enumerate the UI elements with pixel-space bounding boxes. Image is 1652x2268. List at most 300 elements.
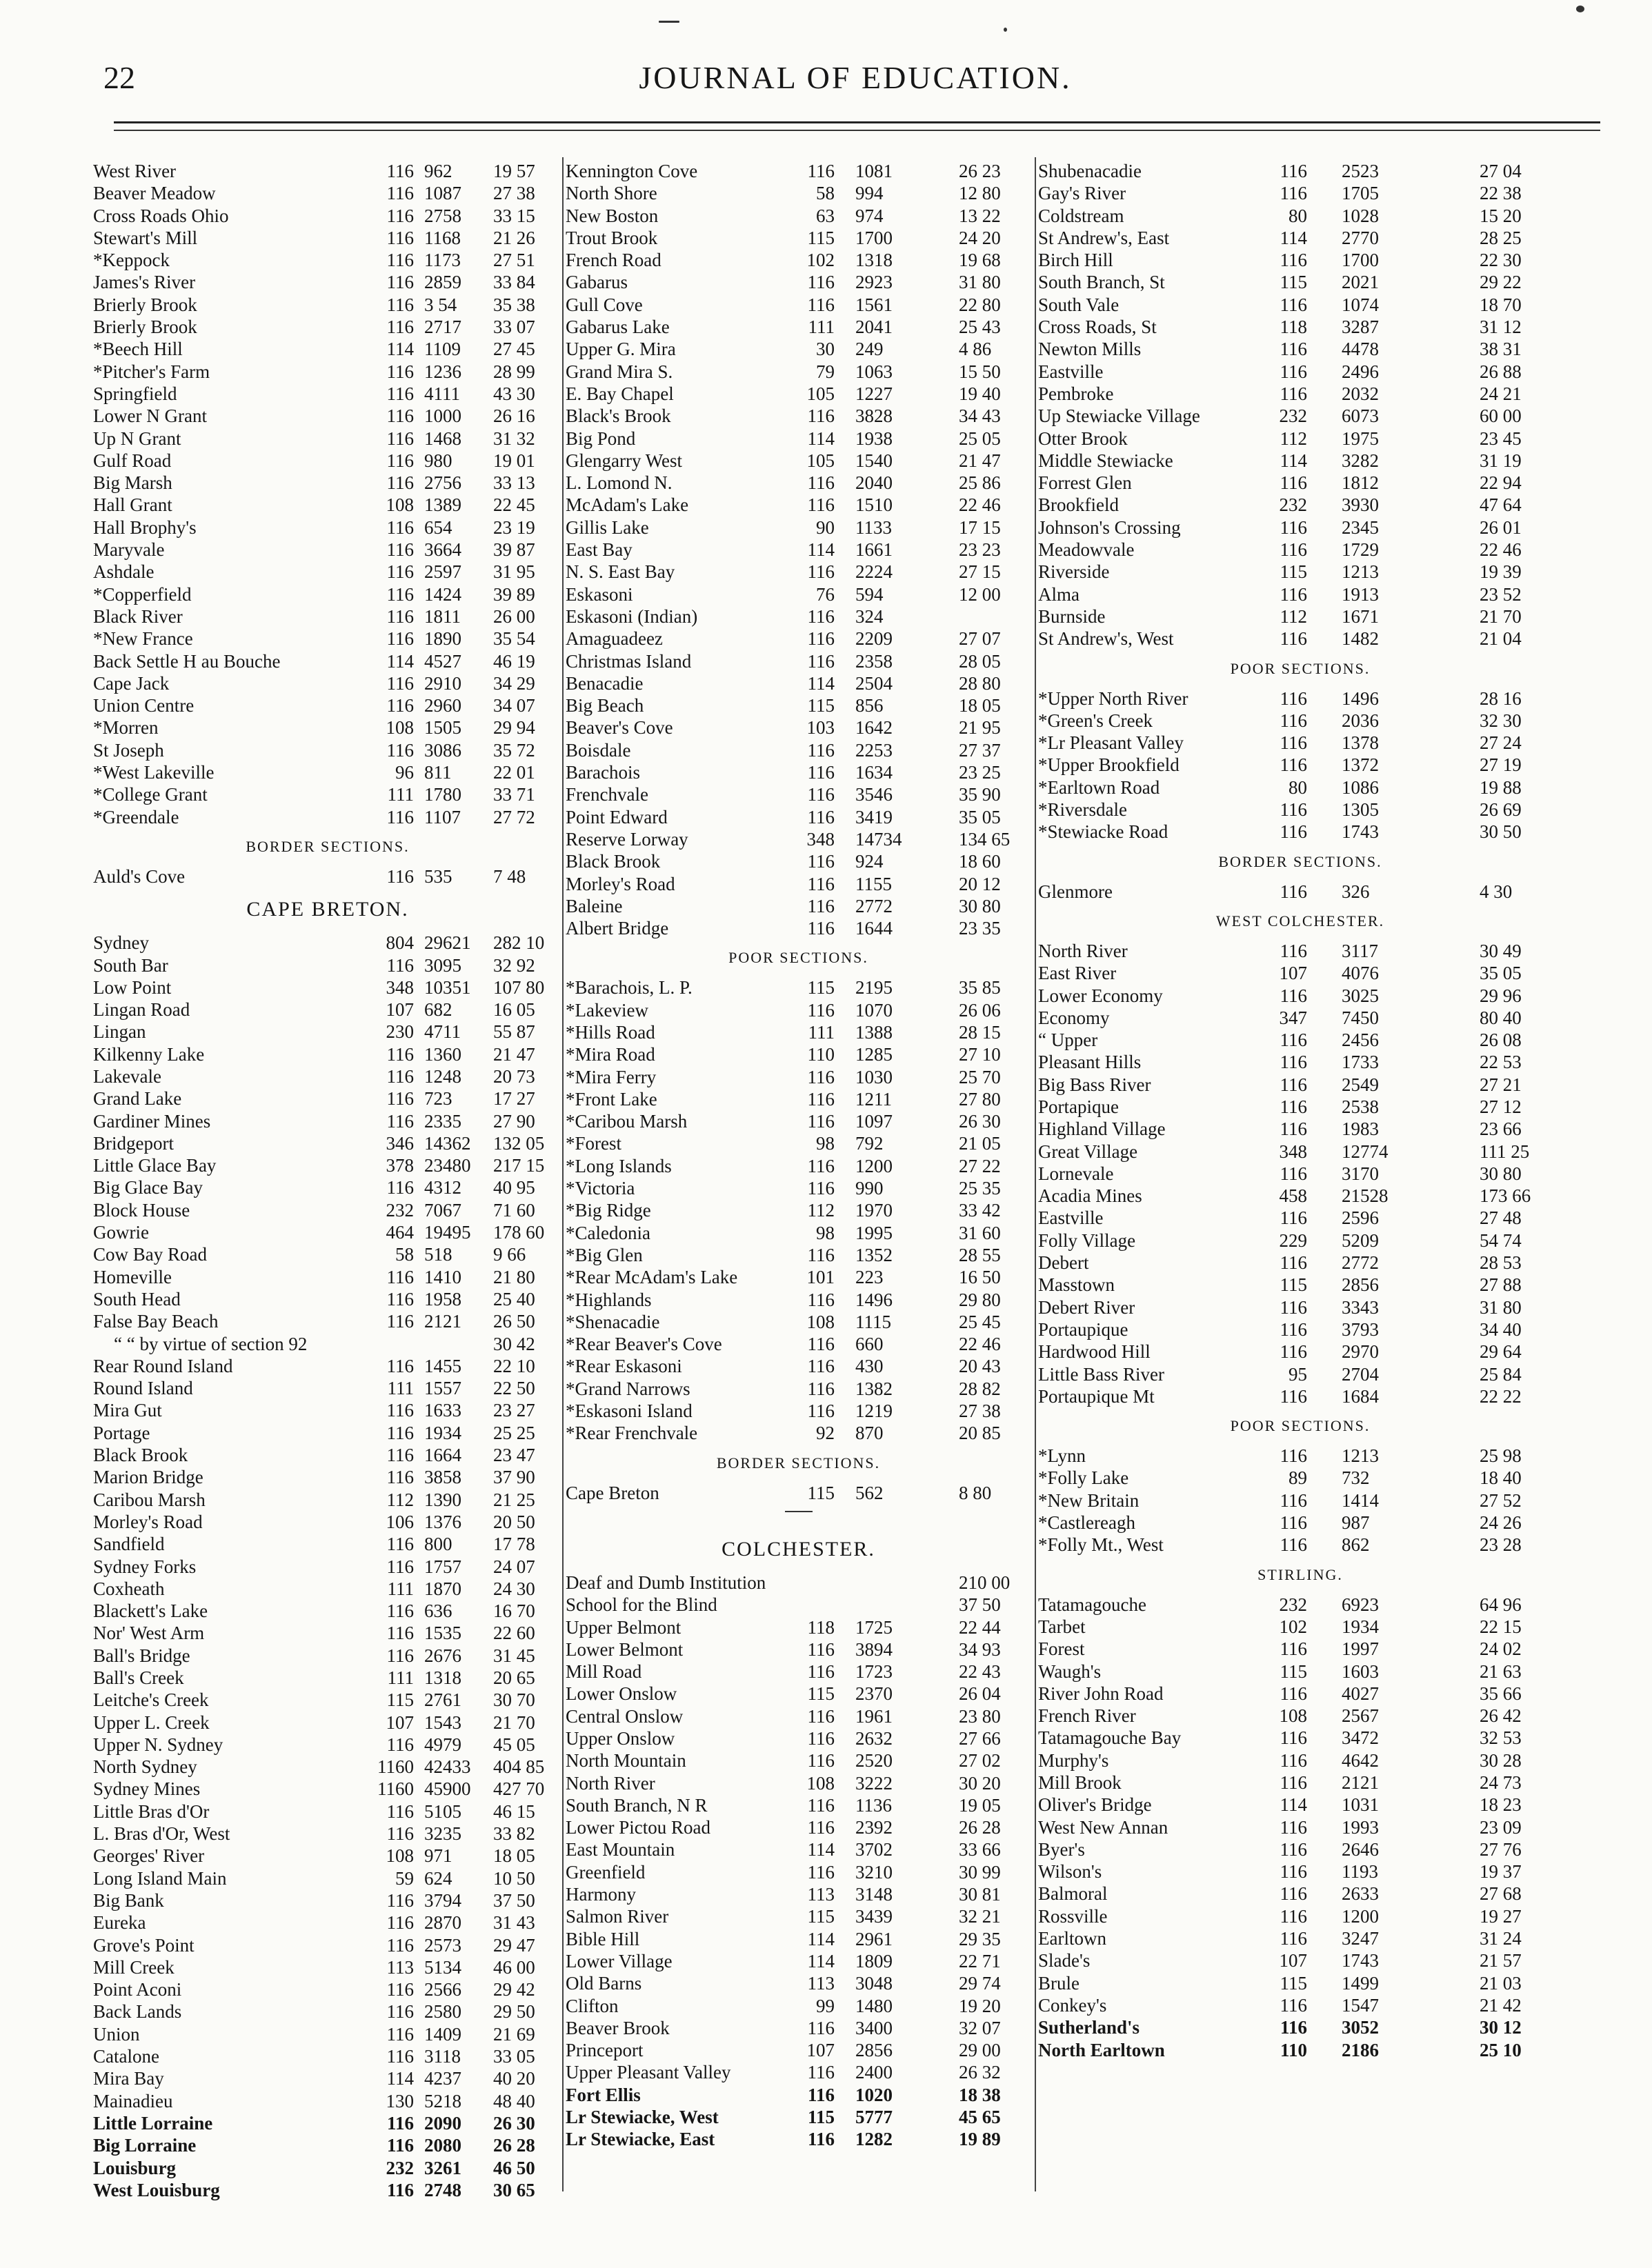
section-name: French River <box>1038 1705 1136 1727</box>
table-row <box>1038 205 1562 227</box>
section-count: 348 <box>1279 1141 1307 1162</box>
section-attendance: 1870 <box>424 1578 461 1599</box>
section-amount: 24 30 <box>493 1578 535 1599</box>
section-count: 113 <box>807 1973 835 1994</box>
table-row <box>566 361 1031 383</box>
table-row <box>566 294 1031 316</box>
section-count: 116 <box>1280 1838 1307 1860</box>
section-count: 115 <box>807 1482 835 1503</box>
section-attendance: 6073 <box>1342 405 1379 427</box>
section-attendance: 2770 <box>1342 227 1379 248</box>
section-amount: 28 80 <box>959 672 1001 694</box>
section-count: 116 <box>1280 1489 1307 1511</box>
table-row <box>1038 1385 1562 1407</box>
table-row <box>1038 160 1562 182</box>
section-name: Homeville <box>93 1266 172 1287</box>
section-name: Lr Stewiacke, East <box>566 2129 715 2150</box>
section-count: 116 <box>807 1638 835 1660</box>
section-count: 114 <box>386 2068 414 2089</box>
section-name: Stewart's Mill <box>93 227 198 248</box>
section-count: 116 <box>1280 339 1307 360</box>
section-attendance: 2772 <box>855 895 893 916</box>
section-count: 116 <box>1280 1512 1307 1534</box>
section-name: South Bar <box>93 954 168 976</box>
section-attendance: 3894 <box>855 1638 893 1660</box>
section-amount: 21 05 <box>959 1133 1001 1154</box>
section-name: Sandfield <box>93 1534 165 1555</box>
section-count: 116 <box>807 2084 835 2105</box>
table-row <box>93 739 562 761</box>
section-attendance: 1382 <box>855 1378 893 1399</box>
section-attendance: 535 <box>424 865 452 887</box>
table-row <box>1038 1927 1562 1949</box>
section-attendance: 2121 <box>424 1311 461 1332</box>
section-attendance: 1063 <box>855 361 893 382</box>
section-name: Frenchvale <box>566 784 648 805</box>
section-amount: 27 10 <box>959 1044 1001 1065</box>
table-row <box>566 160 1031 182</box>
section-count: 116 <box>1280 1096 1307 1117</box>
table-row <box>566 227 1031 249</box>
section-attendance: 1352 <box>855 1244 893 1265</box>
section-name: *Green's Creek <box>1038 710 1153 731</box>
section-attendance: 1031 <box>1342 1794 1379 1816</box>
section-name: Black Brook <box>93 1445 188 1466</box>
section-name: Lower N Grant <box>93 405 207 427</box>
section-name: Upper G. Mira <box>566 339 676 360</box>
section-attendance: 1700 <box>855 227 893 248</box>
table-row <box>93 1600 562 1622</box>
section-count: 116 <box>807 1356 835 1377</box>
section-attendance: 1634 <box>855 762 893 783</box>
table-row <box>93 1266 562 1288</box>
table-row <box>93 2157 562 2179</box>
table-row <box>1038 1616 1562 1638</box>
section-count: 116 <box>807 999 835 1021</box>
table-row <box>566 182 1031 204</box>
section-count: 108 <box>386 1845 414 1867</box>
section-name: Coldstream <box>1038 205 1124 226</box>
section-amount: 30 70 <box>493 1689 535 1711</box>
section-name: L. Bras d'Or, West <box>93 1823 230 1845</box>
table-row <box>1038 1074 1562 1096</box>
section-amount: 30 81 <box>959 1884 1001 1905</box>
table-row <box>566 1244 1031 1266</box>
section-amount: 26 01 <box>1480 516 1522 538</box>
section-name: Ball's Bridge <box>93 1645 190 1666</box>
section-heading: CAPE BRETON. <box>246 898 409 921</box>
section-count: 103 <box>806 717 835 739</box>
section-count: 116 <box>386 227 414 248</box>
table-row <box>1038 1163 1562 1185</box>
section-attendance: 3664 <box>424 539 461 561</box>
section-count: 116 <box>807 2017 835 2038</box>
table-row <box>1038 428 1562 450</box>
table-row <box>1038 1489 1562 1512</box>
section-count: 116 <box>386 605 414 627</box>
section-attendance: 1455 <box>424 1355 461 1376</box>
section-name: *Folly Mt., West <box>1038 1534 1164 1556</box>
table-row <box>93 694 562 716</box>
section-count: 112 <box>386 1489 414 1510</box>
section-attendance: 4711 <box>424 1021 461 1043</box>
section-count: 115 <box>807 695 835 716</box>
table-row <box>93 672 562 694</box>
section-attendance: 1938 <box>855 428 893 449</box>
section-attendance: 3930 <box>1342 494 1379 516</box>
section-attendance: 2646 <box>1342 1838 1379 1860</box>
section-attendance: 4111 <box>424 383 460 404</box>
section-amount: 16 50 <box>959 1267 1001 1288</box>
section-attendance: 1285 <box>855 1044 893 1065</box>
section-amount: 33 71 <box>493 784 535 805</box>
section-count: 114 <box>1280 1794 1307 1816</box>
table-row <box>1038 249 1562 271</box>
section-attendance: 1505 <box>424 717 461 739</box>
section-name: Lakevale <box>93 1065 161 1087</box>
section-name: Point Edward <box>566 806 668 827</box>
section-attendance: 1975 <box>1342 428 1379 449</box>
table-row <box>1038 2016 1562 2038</box>
section-amount: 21 47 <box>959 450 1001 471</box>
section-name: *Lynn <box>1038 1445 1086 1467</box>
section-attendance: 1499 <box>1342 1972 1379 1994</box>
section-name: Cross Roads, St <box>1038 317 1157 338</box>
table-row <box>1038 881 1562 903</box>
section-name: *Caledonia <box>566 1222 650 1243</box>
section-name: Gowrie <box>93 1222 149 1243</box>
section-amount: 15 20 <box>1480 205 1522 226</box>
section-count: 116 <box>807 561 835 583</box>
section-attendance: 1557 <box>424 1378 461 1399</box>
section-name: McAdam's Lake <box>566 494 689 516</box>
section-amount: 22 10 <box>493 1355 535 1376</box>
table-row <box>566 1132 1031 1154</box>
section-attendance: 3235 <box>424 1823 461 1845</box>
section-name: *Upper Brookfield <box>1038 754 1180 776</box>
table-row <box>1038 985 1562 1007</box>
table-row <box>93 227 562 249</box>
table-row <box>93 1422 562 1444</box>
section-amount: 27 88 <box>1480 1274 1522 1296</box>
table-row <box>93 1154 562 1176</box>
section-amount: 18 40 <box>1480 1467 1522 1489</box>
section-name: Oliver's Bridge <box>1038 1794 1152 1816</box>
section-amount: 27 72 <box>493 806 535 827</box>
section-name: Springfield <box>93 383 177 404</box>
table-row <box>93 583 562 605</box>
table-row <box>1038 1838 1562 1860</box>
section-amount: 27 38 <box>493 183 535 204</box>
section-amount: 26 08 <box>1480 1030 1522 1051</box>
section-attendance: 562 <box>855 1482 884 1503</box>
section-amount: 22 50 <box>493 1378 535 1399</box>
print-speck <box>1004 28 1007 32</box>
section-count: 116 <box>807 1066 835 1087</box>
table-row <box>93 1489 562 1511</box>
table-row <box>1038 1905 1562 1927</box>
section-amount: 27 52 <box>1480 1489 1522 1511</box>
section-name: *Pitcher's Farm <box>93 361 210 382</box>
table-row <box>566 605 1031 628</box>
table-row <box>566 383 1031 405</box>
section-count: 116 <box>386 628 414 650</box>
section-amount: 18 23 <box>1480 1794 1522 1816</box>
section-amount: 71 60 <box>493 1199 535 1221</box>
section-name: *Greendale <box>93 806 179 827</box>
section-count: 107 <box>1279 1950 1307 1971</box>
section-name: *Big Glen <box>566 1244 643 1265</box>
table-row <box>93 716 562 739</box>
table-row <box>566 516 1031 539</box>
section-name: South Head <box>93 1288 181 1309</box>
table-row <box>93 976 562 998</box>
section-name: *Castlereagh <box>1038 1512 1135 1534</box>
table-row <box>566 1705 1031 1727</box>
section-name: *Riversdale <box>1038 799 1127 821</box>
section-attendance: 2573 <box>424 1934 461 1956</box>
section-attendance: 1664 <box>424 1445 461 1466</box>
section-name: Portaupique <box>1038 1318 1128 1340</box>
section-count: 114 <box>1280 450 1307 471</box>
section-amount: 26 00 <box>493 605 535 627</box>
table-row <box>566 583 1031 605</box>
table-row <box>1038 1638 1562 1660</box>
section-attendance: 1811 <box>424 605 461 627</box>
section-count: 116 <box>1280 250 1307 271</box>
section-name: Earltown <box>1038 1928 1106 1949</box>
section-count: 76 <box>816 583 835 605</box>
section-amount: 46 19 <box>493 650 535 672</box>
section-amount: 24 73 <box>1480 1772 1522 1793</box>
section-count: 116 <box>386 561 414 583</box>
section-amount: 33 84 <box>493 272 535 293</box>
section-name: Big Bass River <box>1038 1074 1151 1095</box>
section-count: 108 <box>386 494 414 516</box>
section-attendance: 1211 <box>855 1088 892 1110</box>
section-count: 116 <box>807 1155 835 1176</box>
section-name: Greenfield <box>566 1861 646 1883</box>
section-attendance: 1200 <box>1342 1905 1379 1927</box>
section-attendance: 1097 <box>855 1111 893 1132</box>
section-amount: 22 30 <box>1480 250 1522 271</box>
section-count: 114 <box>807 539 835 561</box>
section-attendance: 1236 <box>424 361 461 382</box>
section-name: *Rear Frenchvale <box>566 1423 698 1444</box>
section-name: *Mira Road <box>566 1044 655 1065</box>
section-count: 98 <box>816 1133 835 1154</box>
section-name: *New Britain <box>1038 1489 1140 1511</box>
section-amount: 22 80 <box>959 294 1001 315</box>
section-count: 116 <box>1280 183 1307 204</box>
section-name: Union <box>93 2023 140 2045</box>
section-attendance: 1070 <box>855 999 893 1021</box>
section-name: *Rear Eskasoni <box>566 1356 682 1377</box>
section-name: Coxheath <box>93 1578 165 1599</box>
section-attendance: 324 <box>855 605 884 627</box>
section-count: 116 <box>807 1728 835 1749</box>
table-row <box>566 450 1031 472</box>
section-name: Lingan <box>93 1021 146 1043</box>
section-count: 116 <box>386 1110 414 1132</box>
section-attendance: 3148 <box>855 1884 893 1905</box>
section-attendance: 654 <box>424 516 452 538</box>
table-row <box>93 160 562 182</box>
section-amount: 21 95 <box>959 717 1001 739</box>
section-name: Beaver Brook <box>566 2017 670 2038</box>
section-attendance: 3282 <box>1342 450 1379 471</box>
section-count: 116 <box>807 806 835 827</box>
section-name: Back Lands <box>93 2001 182 2023</box>
section-attendance: 3117 <box>1342 940 1378 961</box>
section-count: 116 <box>807 650 835 672</box>
section-amount: 37 50 <box>959 1594 1001 1616</box>
section-name: *Caribou Marsh <box>566 1111 688 1132</box>
table-row <box>93 361 562 383</box>
table-row <box>1038 688 1562 710</box>
section-name: *Copperfield <box>93 583 192 605</box>
table-row <box>93 316 562 338</box>
section-count: 96 <box>395 762 414 783</box>
section-amount: 25 05 <box>959 428 1001 449</box>
section-attendance: 1890 <box>424 628 461 650</box>
section-attendance: 723 <box>424 1088 452 1110</box>
section-heading: WEST COLCHESTER. <box>1215 912 1385 930</box>
section-name: Brule <box>1038 1972 1079 1994</box>
section-name: Little Glace Bay <box>93 1155 217 1176</box>
section-count: 346 <box>386 1132 414 1154</box>
section-count: 116 <box>386 516 414 538</box>
section-amount: 19 05 <box>959 1794 1001 1816</box>
section-amount: 18 05 <box>959 695 1001 716</box>
table-row <box>566 1594 1031 1616</box>
table-row <box>93 561 562 583</box>
section-attendance: 2856 <box>855 2040 893 2061</box>
section-attendance: 1378 <box>1342 732 1379 754</box>
section-attendance: 2538 <box>1342 1096 1379 1117</box>
section-count: 116 <box>386 1065 414 1087</box>
section-count: 116 <box>807 294 835 315</box>
section-count: 116 <box>807 1401 835 1422</box>
section-name: Gardiner Mines <box>93 1110 211 1132</box>
section-count: 232 <box>386 2157 414 2178</box>
section-count: 230 <box>386 1021 414 1043</box>
section-attendance: 987 <box>1342 1512 1370 1534</box>
section-count: 116 <box>807 605 835 627</box>
section-attendance: 962 <box>424 161 452 181</box>
section-name: Cow Bay Road <box>93 1244 207 1265</box>
section-count: 114 <box>807 428 835 449</box>
section-name: *Stewiacke Road <box>1038 821 1168 843</box>
section-count: 116 <box>386 1266 414 1287</box>
table-row <box>1038 1749 1562 1772</box>
section-count: 116 <box>1280 1749 1307 1771</box>
section-name: Point Aconi <box>93 1979 182 2000</box>
table-row <box>566 650 1031 672</box>
table-row <box>93 932 562 954</box>
section-attendance: 682 <box>424 999 452 1021</box>
section-attendance: 2358 <box>855 650 893 672</box>
section-name: *Long Islands <box>566 1155 672 1176</box>
section-count: 116 <box>386 1288 414 1309</box>
section-name: North Mountain <box>566 1750 686 1772</box>
section-amount: 35 66 <box>1480 1683 1522 1704</box>
section-count: 116 <box>1280 1816 1307 1838</box>
section-count: 89 <box>1288 1467 1307 1489</box>
section-heading: POOR SECTIONS. <box>728 949 868 967</box>
section-name: West River <box>93 161 177 181</box>
section-attendance: 4979 <box>424 1734 461 1755</box>
section-amount: 27 15 <box>959 561 1001 583</box>
section-count: 116 <box>807 1750 835 1772</box>
section-amount: 37 50 <box>493 1889 535 1911</box>
section-amount: 16 05 <box>493 999 535 1021</box>
section-attendance: 2567 <box>1342 1705 1379 1727</box>
table-row <box>93 1176 562 1198</box>
table-row <box>566 976 1031 998</box>
section-amount: 23 66 <box>1480 1118 1522 1140</box>
section-count: 111 <box>387 1578 414 1599</box>
table-row <box>1038 710 1562 732</box>
table-row <box>93 1021 562 1043</box>
section-name: Hall Brophy's <box>93 516 197 538</box>
section-name: *Folly Lake <box>1038 1467 1129 1489</box>
section-attendance: 800 <box>424 1534 452 1555</box>
section-amount: 27 22 <box>959 1155 1001 1176</box>
table-row <box>1038 583 1562 605</box>
section-amount: 17 78 <box>493 1534 535 1555</box>
section-amount: 26 04 <box>959 1683 1001 1705</box>
section-name: *Mira Ferry <box>566 1066 657 1087</box>
table-row <box>566 999 1031 1021</box>
section-name: Birch Hill <box>1038 250 1113 271</box>
table-row <box>93 2090 562 2112</box>
section-attendance: 1934 <box>424 1422 461 1443</box>
table-row <box>1038 821 1562 843</box>
section-attendance: 1934 <box>1342 1616 1379 1637</box>
section-amount: 27 80 <box>959 1088 1001 1110</box>
section-heading: COLCHESTER. <box>721 1537 875 1560</box>
section-attendance: 1812 <box>1342 472 1379 494</box>
section-amount: 27 02 <box>959 1750 1001 1772</box>
section-heading: BORDER SECTIONS. <box>246 837 410 855</box>
table-row <box>566 2128 1031 2150</box>
section-attendance: 1700 <box>1342 250 1379 271</box>
page-number: 22 <box>103 60 135 95</box>
section-name: Round Island <box>93 1378 193 1399</box>
section-name: Georges' River <box>93 1845 205 1867</box>
section-count: 90 <box>816 516 835 538</box>
table-row <box>1038 1051 1562 1073</box>
section-name: Meadowvale <box>1038 539 1135 561</box>
section-name: Cross Roads Ohio <box>93 205 229 226</box>
section-attendance: 1496 <box>1342 688 1379 709</box>
section-attendance: 1390 <box>424 1489 461 1510</box>
section-name: Gulf Road <box>93 450 172 471</box>
section-count: 348 <box>386 976 414 998</box>
section-count: 113 <box>807 1884 835 1905</box>
section-count: 116 <box>1280 940 1307 961</box>
section-count: 112 <box>1280 605 1307 627</box>
section-name: Burnside <box>1038 605 1106 627</box>
section-name: Back Settle H au Bouche <box>93 650 281 672</box>
section-amount: 4 86 <box>959 339 992 360</box>
table-row <box>1038 799 1562 821</box>
section-attendance: 1087 <box>424 183 461 204</box>
section-amount: 132 05 <box>493 1132 545 1154</box>
section-attendance: 1133 <box>855 516 892 538</box>
section-attendance: 14362 <box>424 1132 471 1154</box>
